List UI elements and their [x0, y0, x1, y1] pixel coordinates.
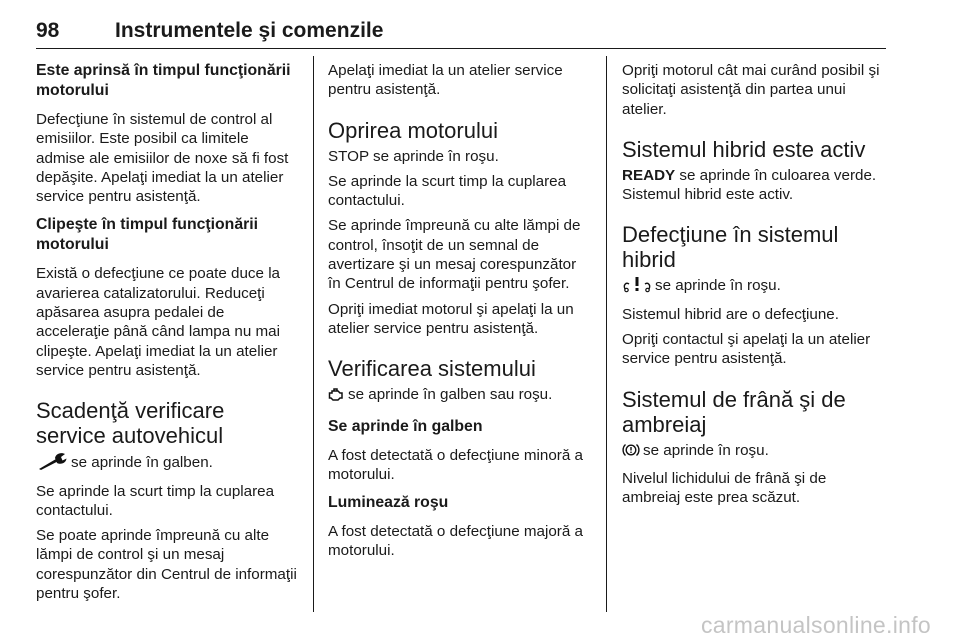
column-3 — [622, 61, 886, 514]
paragraph-clipeste: Există o defecţiune ce poate duce la avarierea catalizatorului. Reduceţi apăsarea asupra pedalei de acceleraţie până când lampa nu mai clipeşte. Apelaţi imediat la un atelier service pentru asistenţă. — [36, 265, 281, 379]
heading-clipeste: Clipeşte în timpul funcţionării motorului — [36, 216, 259, 254]
paragraph-galben: A fost detectată o defecţiune minoră a motorului. — [328, 446, 583, 483]
paragraph-def-2: Opriţi contactul şi apelaţi la un atelier service pentru asistenţă. — [622, 331, 871, 368]
column-divider-2 — [606, 56, 607, 612]
heading-frana: Sistemul de frână şi de ambreiaj — [622, 386, 846, 437]
def-icon-text: se aprinde în roşu. — [655, 277, 781, 295]
watermark[interactable]: carmanualsonline.info — [700, 612, 931, 638]
wrench-icon — [36, 452, 68, 475]
heading-rosu: Luminează roşu — [328, 494, 449, 512]
heading-oprirea: Oprirea motorului — [328, 117, 498, 143]
heading-aprinsa: Este aprinsă în timpul funcţionării motorului — [36, 62, 291, 99]
paragraph-top-col2: Apelaţi imediat la un atelier service pentru asistenţă. — [328, 62, 563, 99]
column-1 — [36, 61, 298, 609]
heading-scadenta: Scadenţă verificare service autovehicul — [36, 398, 225, 449]
heading-galben: Se aprinde în galben — [328, 417, 483, 435]
paragraph-scadenta-2: Se poate aprinde împreună cu alte lămpi de control şi un mesaj corespunzător din Centrul de informaţii pentru şofer. — [36, 527, 297, 603]
wrench-text: se aprinde în galben. — [71, 454, 213, 472]
paragraph-aprinsa: Defecţiune în sistemul de control al emisiilor. Este posibil ca limitele admise ale emisiilor de noxe să fi fost depăşite. Apelaţi imediat la un atelier service pentru asistenţă. — [36, 111, 289, 206]
column-divider-1 — [313, 56, 314, 612]
verificarea-text: se aprinde în galben sau roşu. — [348, 386, 553, 404]
brake-warning-icon — [622, 442, 640, 463]
paragraph-stop: STOP se aprinde în roşu. — [328, 147, 499, 165]
paragraph-frana: Nivelul lichidului de frână şi de ambreiaj este prea scăzut. — [622, 469, 827, 507]
header-rule — [36, 48, 886, 49]
paragraph-top-col3: Opriţi motorul cât mai curând posibil şi solicitaţi asistenţă din partea unui atelier. — [622, 62, 880, 118]
ready-keyword: READY — [622, 166, 676, 184]
ready-text: se aprinde în culoarea verde. Sistemul hibrid este activ. — [622, 166, 877, 204]
paragraph-rosu: A fost detectată o defecţiune majoră a motorului. — [328, 523, 583, 560]
page-number: 98 — [36, 19, 60, 42]
paragraph-def-1: Sistemul hibrid are o defecţiune. — [622, 305, 839, 323]
paragraph-frana-icon — [622, 441, 886, 463]
paragraph-oprirea-1: Se aprinde la scurt timp la cuplarea contactului. — [328, 172, 567, 210]
hybrid-fault-icon — [622, 276, 652, 298]
column-2 — [328, 61, 593, 567]
paragraph-def-icon — [622, 276, 886, 298]
paragraph-ready — [622, 166, 886, 205]
heading-hibrid-activ: Sistemul hibrid este activ — [622, 136, 866, 162]
paragraph-verificarea — [328, 385, 593, 407]
paragraph-oprirea-3: Opriţi imediat motorul şi apelaţi la un atelier service pentru asistenţă. — [328, 300, 574, 337]
paragraph-wrench — [36, 452, 298, 475]
heading-verificarea: Verificarea sistemului — [328, 356, 536, 382]
running-title: Instrumentele şi comenzile — [115, 19, 384, 42]
engine-check-icon — [328, 387, 345, 407]
paragraph-scadenta-1: Se aprinde la scurt timp la cuplarea contactului. — [36, 482, 275, 519]
paragraph-oprirea-2: Se aprinde împreună cu alte lămpi de control, însoţit de un semnal de avertizare şi un mesaj corespunzător în Centrul de informaţii pentru şofer. — [328, 217, 581, 293]
heading-defectiune: Defecţiune în sistemul hibrid — [622, 222, 839, 273]
frana-icon-text: se aprinde în roşu. — [643, 441, 769, 459]
